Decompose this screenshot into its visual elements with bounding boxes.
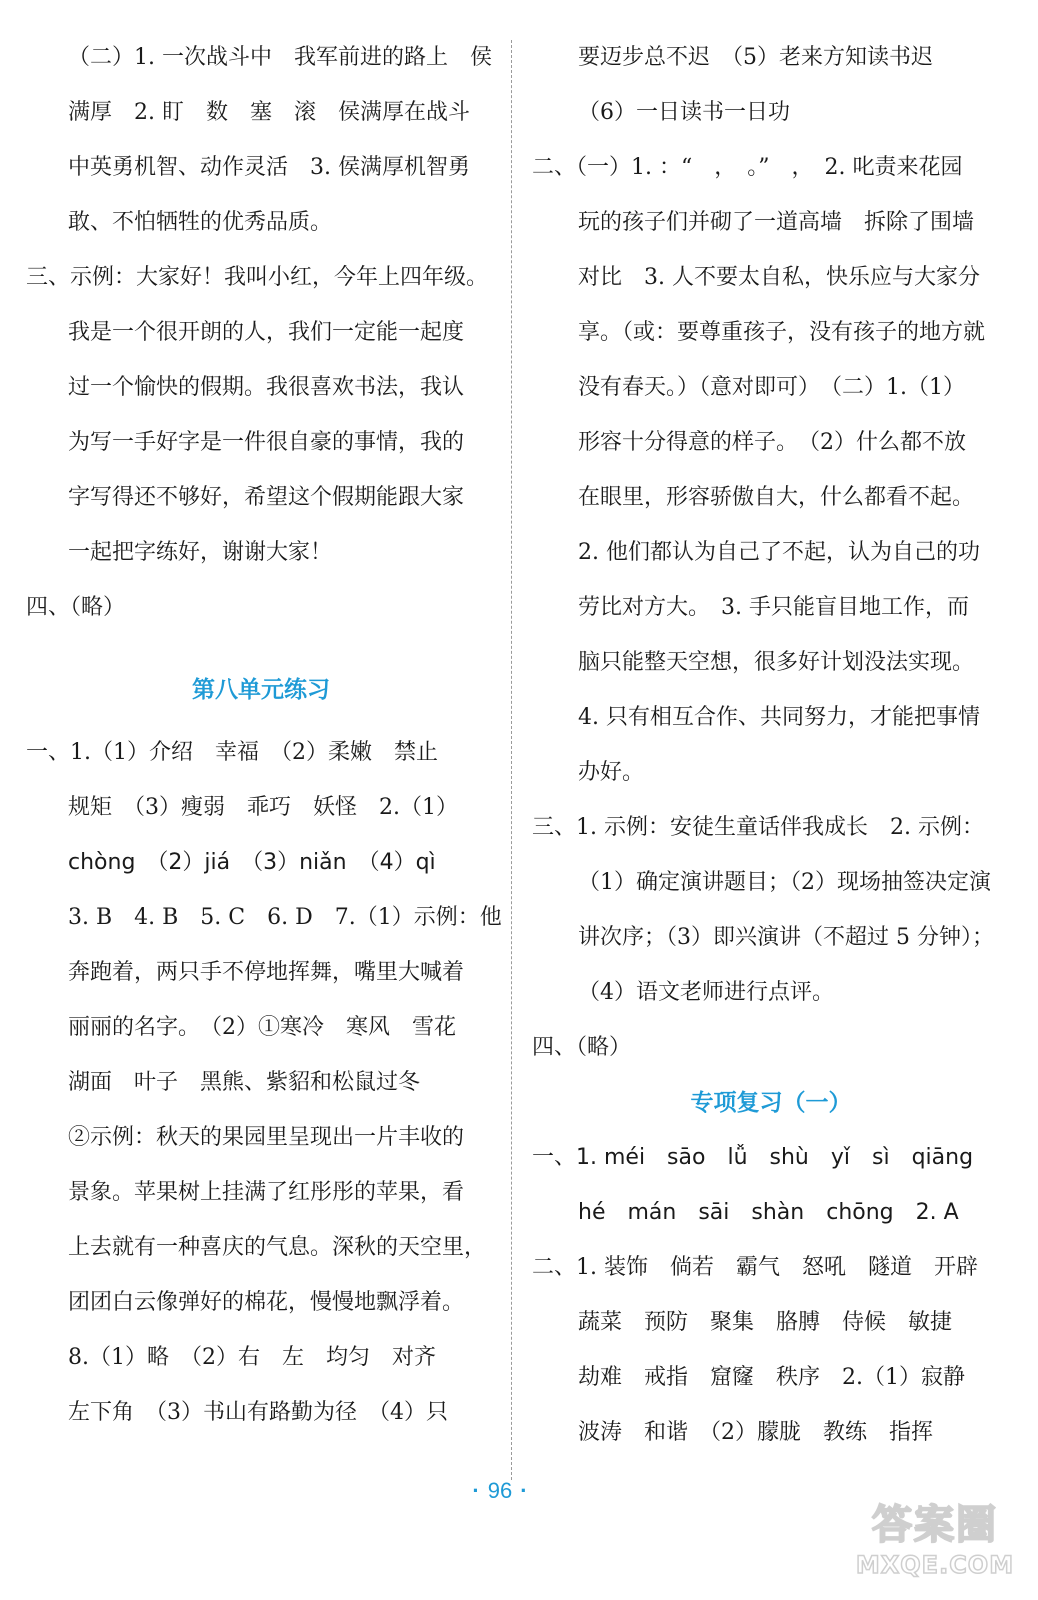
right-column (532, 30, 1010, 1460)
answer-line: 二、1. 装饰 倘若 霸气 怒吼 隧道 开辟 (532, 1255, 978, 1280)
answer-line: 一、1.（1）介绍 幸福 （2）柔嫩 禁止 (26, 740, 438, 765)
answer-line: hé mán sāi shàn chōng 2. A (578, 1200, 959, 1225)
left-column (26, 30, 502, 1440)
answer-line: 左下角 （3）书山有路勤为径 （4）只 (68, 1400, 448, 1425)
answer-line: 蔬菜 预防 聚集 胳膊 侍候 敏捷 (578, 1310, 953, 1335)
answer-line: 四、（略） (532, 1035, 632, 1060)
answer-line: 要迈步总不迟 （5）老来方知读书迟 (578, 45, 933, 70)
answer-line: （二）1. 一次战斗中 我军前进的路上 侯 (68, 45, 492, 70)
answer-line: 字写得还不够好，希望这个假期能跟大家 (68, 485, 465, 510)
answer-line: 四、（略） (26, 595, 126, 620)
answer-line: 上去就有一种喜庆的气息。深秋的天空里， (68, 1235, 487, 1260)
page-number-text: 96 (487, 1478, 513, 1503)
answer-line: 办好。 (578, 760, 645, 785)
column-divider (511, 40, 512, 1480)
answer-line: 一、1. méi sāo lǚ shù yǐ sì qiāng (532, 1145, 974, 1170)
answer-line: 敢、不怕牺牲的优秀品质。 (68, 210, 333, 235)
answer-line: 团团白云像弹好的棉花，慢慢地飘浮着。 (68, 1290, 465, 1315)
answer-line: chòng （2）jiá （3）niǎn （4）qì (68, 850, 436, 875)
section-heading: 第八单元练习 (192, 676, 330, 703)
answer-line: 在眼里，形容骄傲自大，什么都看不起。 (578, 485, 975, 510)
watermark-logo (846, 1500, 1024, 1586)
answer-line: 满厚 2. 盯 数 塞 滚 侯满厚在战斗 (68, 100, 470, 125)
section-heading: 专项复习（一） (690, 1089, 852, 1116)
answer-line: 脑只能整天空想，很多好计划没法实现。 (578, 650, 975, 675)
answer-line: 玩的孩子们并砌了一道高墙 拆除了围墙 (578, 210, 975, 235)
answer-line: 规矩 （3）瘦弱 乖巧 妖怪 2.（1） (68, 795, 458, 820)
answer-line: （6）一日读书一日功 (578, 100, 790, 125)
answer-line: 8.（1）略 （2）右 左 均匀 对齐 (68, 1345, 436, 1370)
answer-line: 形容十分得意的样子。 （2）什么都不放 (578, 430, 966, 455)
answer-line: 4. 只有相互合作、共同努力，才能把事情 (578, 705, 980, 730)
answer-line: ②示例：秋天的果园里呈现出一片丰收的 (68, 1125, 465, 1150)
answer-line: 丽丽的名字。 （2）①寒冷 寒风 雪花 (68, 1015, 456, 1040)
answer-line: 我是一个很开朗的人，我们一定能一起度 (68, 320, 465, 345)
answer-line: 过一个愉快的假期。我很喜欢书法，我认 (68, 375, 465, 400)
answer-line: 奔跑着，两只手不停地挥舞，嘴里大喊着 (68, 960, 465, 985)
answer-line: （4）语文老师进行点评。 (578, 980, 834, 1005)
answer-line: 享。（或：要尊重孩子，没有孩子的地方就 (578, 320, 986, 345)
answer-line: 二、（一）1. ：“ ， 。” ， 2. 叱责来花园 (532, 155, 963, 180)
answer-line: 三、1. 示例：安徒生童话伴我成长 2. 示例： (532, 815, 984, 840)
answer-line: （1）确定演讲题目；（2）现场抽签决定演 (578, 870, 991, 895)
answer-line: 3. B 4. B 5. C 6. D 7.（1）示例：他 (68, 905, 502, 930)
answer-line: 湖面 叶子 黑熊、紫貂和松鼠过冬 (68, 1070, 421, 1095)
answer-line: 为写一手好字是一件很自豪的事情，我的 (68, 430, 465, 455)
answer-line: 一起把字练好，谢谢大家！ (68, 540, 333, 565)
page-number: · 96 · (472, 1478, 528, 1503)
answer-line: 没有春天。）（意对即可） （二）1.（1） (578, 375, 965, 400)
watermark-line1: 答案圈 (872, 1502, 998, 1548)
answer-line: 对比 3. 人不要太自私，快乐应与大家分 (578, 265, 980, 290)
answer-line: 中英勇机智、动作灵活 3. 侯满厚机智勇 (68, 155, 470, 180)
answer-line: 讲次序；（3）即兴演讲（不超过 5 分钟）； (578, 925, 994, 950)
watermark-line2: MXQE.COM (855, 1551, 1015, 1579)
answer-line: 劫难 戒指 窟窿 秩序 2.（1）寂静 (578, 1365, 965, 1390)
answer-line: 波涛 和谐 （2）朦胧 教练 指挥 (578, 1420, 933, 1445)
answer-line: 2. 他们都认为自己了不起，认为自己的功 (578, 540, 980, 565)
answer-line: 景象。苹果树上挂满了红彤彤的苹果，看 (68, 1180, 465, 1205)
answer-line: 劳比对方大。 3. 手只能盲目地工作，而 (578, 595, 969, 620)
answer-line: 三、示例：大家好！我叫小红，今年上四年级。 (26, 265, 489, 290)
